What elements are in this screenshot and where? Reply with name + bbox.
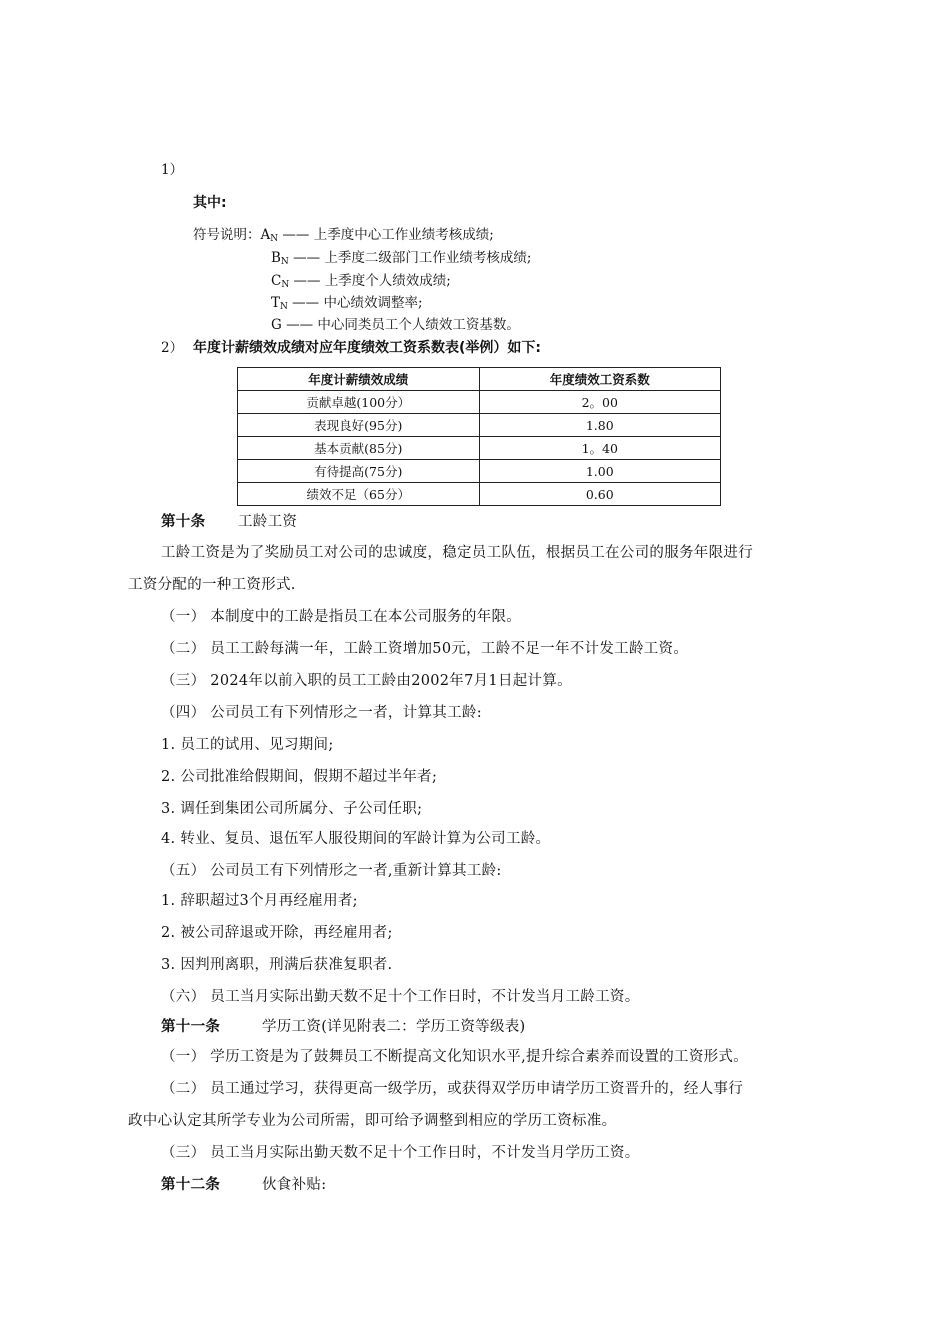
article-10-intro-line-2: 工资分配的一种工资形式. — [128, 577, 296, 593]
table-cell: 1。40 — [479, 437, 721, 460]
section-1-number: 1） — [161, 162, 184, 178]
table-header-row — [238, 368, 721, 391]
symbol-desc: 上季度个人绩效成绩; — [324, 273, 451, 289]
list-item-continuation: 政中心认定其所学专业为公司所需，即可给予调整到相应的学历工资标准。 — [128, 1113, 617, 1129]
list-item: （二） 员工工龄每满一年，工龄工资增加50元，工龄不足一年不计发工龄工资。 — [161, 641, 689, 657]
table-cell: 1.00 — [479, 460, 721, 483]
among-heading: 其中: — [193, 195, 227, 211]
list-item: （一） 学历工资是为了鼓舞员工不断提高文化知识水平,提升综合素养而设置的工资形式。 — [161, 1049, 749, 1065]
symbol-desc: 上季度二级部门工作业绩考核成绩; — [324, 250, 532, 266]
article-10-intro-line-1: 工龄工资是为了奖励员工对公司的忠诚度，稳定员工队伍，根据员工在公司的服务年限进行 — [161, 545, 753, 561]
table-row — [238, 437, 721, 460]
list-item: （三） 2024年以前入职的员工工龄由2002年7月1日起计算。 — [161, 673, 572, 689]
list-item: 2. 被公司辞退或开除，再经雇用者; — [161, 925, 393, 941]
symbol-letter: A — [260, 227, 271, 243]
symbol-letter: B — [271, 250, 281, 266]
symbol-letter: C — [271, 273, 282, 289]
symbol-dash: —— — [287, 295, 324, 311]
list-item: （六） 员工当月实际出勤天数不足十个工作日时，不计发当月工龄工资。 — [161, 989, 640, 1005]
symbol-line-t — [271, 293, 423, 317]
list-item: 4. 转业、复员、退伍军人服役期间的军龄计算为公司工龄。 — [161, 831, 551, 847]
symbol-desc: 中心同类员工个人绩效工资基数。 — [317, 317, 520, 333]
symbol-letter: T — [271, 295, 281, 311]
symbol-desc: 上季度中心工作业绩考核成绩; — [313, 227, 494, 243]
article-11-label: 第十一条 — [161, 1019, 221, 1035]
list-item: 3. 调任到集团公司所属分、子公司任职; — [161, 801, 423, 817]
table-cell: 绩效不足（65分） — [238, 483, 480, 506]
list-item: （四） 公司员工有下列情形之一者，计算其工龄: — [161, 705, 482, 721]
table-row — [238, 483, 721, 506]
list-item: （二） 员工通过学习，获得更高一级学历，或获得双学历申请学历工资晋升的，经人事行 — [161, 1081, 744, 1097]
symbol-line-b — [271, 248, 531, 272]
list-item: 3. 因判刑离职，刑满后获准复职者. — [161, 957, 393, 973]
table-row — [238, 391, 721, 414]
list-item: （一） 本制度中的工龄是指员工在本公司服务的年限。 — [161, 609, 522, 625]
table-cell: 0.60 — [479, 483, 721, 506]
symbol-line-g — [271, 315, 520, 335]
symbol-subscript: N — [280, 257, 289, 267]
article-12-title: 伙食补贴: — [262, 1177, 327, 1193]
list-item: （五） 公司员工有下列情形之一者,重新计算其工龄: — [161, 863, 502, 879]
table-cell: 基本贡献(85分) — [238, 437, 480, 460]
symbol-letter: G — [271, 317, 282, 333]
list-item: 1. 辞职超过3个月再经雇用者; — [161, 893, 358, 909]
table-row — [238, 414, 721, 437]
list-item: 1. 员工的试用、见习期间; — [161, 737, 334, 753]
symbol-dash: —— — [289, 273, 325, 289]
table-cell: 2。00 — [479, 391, 721, 414]
symbol-desc: 中心绩效调整率; — [323, 295, 423, 311]
table-cell: 贡献卓越(100分） — [238, 391, 480, 414]
table-cell: 1.80 — [479, 414, 721, 437]
symbol-dash: —— — [278, 227, 314, 243]
table-cell: 表现良好(95分) — [238, 414, 480, 437]
list-item: （三） 员工当月实际出勤天数不足十个工作日时，不计发当月学历工资。 — [161, 1145, 640, 1161]
section-2-title: 年度计薪绩效成绩对应年度绩效工资系数表(举例）如下: — [193, 340, 541, 356]
article-11-title: 学历工资(详见附表二：学历工资等级表) — [262, 1019, 526, 1035]
symbol-intro: 符号说明： — [193, 227, 261, 243]
article-10-label: 第十条 — [161, 514, 206, 530]
symbol-subscript: N — [270, 234, 279, 244]
table-row — [238, 460, 721, 483]
list-item: 2. 公司批准给假期间，假期不超过半年者; — [161, 769, 438, 785]
table-header-cell: 年度绩效工资系数 — [479, 368, 721, 391]
article-10-title: 工龄工资 — [238, 514, 298, 530]
table-header-cell: 年度计薪绩效成绩 — [238, 368, 480, 391]
symbol-subscript: N — [280, 302, 288, 312]
symbol-line-a — [193, 225, 494, 249]
symbol-line-c — [271, 271, 451, 295]
section-2-number: 2） — [161, 340, 184, 356]
symbol-dash: —— — [281, 317, 318, 333]
symbol-subscript: N — [281, 280, 290, 290]
symbol-dash: —— — [288, 250, 325, 266]
article-12-label: 第十二条 — [161, 1177, 221, 1193]
table-cell: 有待提高(75分) — [238, 460, 480, 483]
coefficient-table — [237, 367, 721, 506]
